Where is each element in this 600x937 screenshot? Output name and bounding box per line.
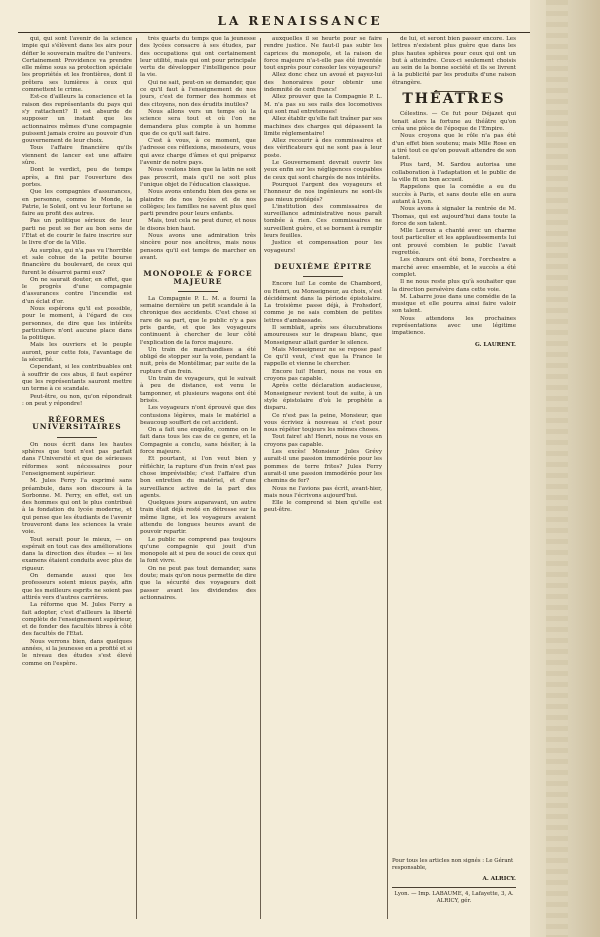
article-paragraph: Encore lui! Henri, nous ne vous en croyons pas capable. [264, 368, 382, 383]
article-paragraph: Nous ne l'avions pas écrit, avant-hier, mais nous l'écrivons aujourd'hui. [264, 485, 382, 499]
section-rule [178, 291, 218, 292]
column-divider [136, 38, 137, 919]
column-4 [392, 36, 516, 867]
article-paragraph: Nous espérons qu'il est possible, pour le moment, à l'égard de ces personnes, de dire que les intérêts particuliers n'ont aucune place dans la politique. [22, 305, 132, 342]
article-paragraph: Au surplus, qui n'a pas vu l'horrible et sale cohue de la petite bourse financière du boulevard, de ceux qui furent le désarroi parmi eux? [22, 247, 132, 276]
article-paragraph: Nous avons à signaler la rentrée de M. Thomas, qui est aujourd'hui dans toute la force de son talent. [392, 206, 516, 227]
article-paragraph: On a fait une enquête, comme on le fait dans tous les cas de ce genre, et la Compagnie a conclu, sans hésiter, à la force majeure. [140, 427, 256, 456]
article-paragraph: Tout serait pour le mieux, — on espérait en tout cas des améliorations dans la direction des études — si les examens étaient conduits avec plus de rigueur. [22, 536, 132, 572]
page-header [0, 0, 600, 40]
article-paragraph: Mais Monseigneur ne se repose pas! Ce qu'il veut, c'est que la France le rappelle et vienne le chercher. [264, 346, 382, 368]
section-title-monopole: MONOPOLE & FORCE MAJEURE [143, 269, 253, 286]
article-paragraph: Et pourtant, si l'on veut bien y réfléchir, la rupture d'un frein n'est pas chose imprévisible; c'est l'affaire d'un bon entretien du matériel, et d'une surveillance active de la part des agents. [140, 456, 256, 499]
article-paragraph: Rappelons que la comédie a eu du succès à Paris, et sans doute elle en aura autant à Lyon. [392, 184, 516, 205]
article-paragraph: Justice et compensation pour les voyageurs! [264, 240, 382, 254]
article-paragraph: Ce n'est pas la peine, Monsieur, que vous écriviez à nouveau si c'est pour nous répéter toujours les mêmes choses. [264, 412, 382, 434]
article-paragraph: Nous verrons bien, dans quelques années, si la jeunesse en a profité et si le niveau des études s'est élevé comme on l'espère. [22, 638, 132, 667]
section-rule [303, 276, 343, 277]
article-paragraph: M. Jules Ferry l'a exprimé sans préambule, dans son discours à la Sorbonne. M. Ferry, en effet, est un des hommes qui ont le plus contribué à la fondation du lycée moderne, et qui pense que les étudiants de l'avenir trouveront dans les sciences la vraie voie. [22, 478, 132, 536]
article-paragraph: Mais, tout cela ne peut durer, et nous le disons bien haut. [140, 218, 256, 232]
article-paragraph: Un train de marchandises a été obligé de stopper sur la voie, pendant la nuit, près de Montélimar, par suite de la rupture d'un frein. [140, 346, 256, 375]
footer-manager-name: A. ALRICY. [482, 876, 516, 882]
column-2-paragraphs [140, 36, 256, 262]
article-paragraph: Pas un politique sérieux de leur parti ne peut se fier au bon sens de l'Etat et de courir le faire inscrire sur le livre d'or de la Ville. [22, 218, 132, 247]
article-paragraph: Que les compagnies d'assurances, en personne, comme le Monde, la Patrie, le Soleil, ont vu leur fortune se faire au profit des autres. [22, 189, 132, 218]
article-paragraph: Après cette déclaration audacieuse, Monseigneur revient tout de suite, à un style épistolaire d'où le prophète a disparu. [264, 383, 382, 412]
article-paragraph: Est-ce d'ailleurs la conscience et la raison des représentants du pays qui s'y rattachent? Il est absurde de supposer un instant que les actionnaires mêmes d'une compagnie puissent jamais croire au pouvoir d'un gouvernement de leur choix. [22, 94, 132, 145]
article-paragraph: Dont le verdict, peu de temps après, a fini par l'ouverture des portes. [22, 167, 132, 188]
article-paragraph: qui, qui sont l'avenir de la science impie qui s'élèvent dans les airs pour défier le souverain maître de l'univers. Certainement Providence va prendre elle même sous sa protection spéciale les propriétés et les frontières, dont il prêtera ses lumières à ceux qui commettent le crime. [22, 36, 132, 94]
article-paragraph: Plus tard, M. Sardou autorisa une collaboration à l'adaptation et le public de la ville fit un bon accueil. [392, 162, 516, 184]
article-paragraph: Nous avons une admiration très sincère pour nos ancêtres, mais nous pensons qu'il est temps de marcher en avant. [140, 233, 256, 261]
article-paragraph: Le Gouvernement devrait ouvrir les yeux enfin sur les négligences coupables de ceux qui sont chargés de nos intérêts. [264, 160, 382, 181]
article-paragraph: Un train de voyageurs, qui le suivait à peu de distance, est venu le tamponner, et plusieurs wagons ont été brisés. [140, 376, 256, 404]
article-paragraph: Peut-être, ou non, qu'on répondrait : on peut y répondre! [22, 393, 132, 407]
article-paragraph: Les voyageurs n'ont éprouvé que des contusions légères, mais le matériel a beaucoup souffert de cet accident. [140, 405, 256, 426]
binding-spine [530, 0, 600, 937]
column-1-paragraphs [22, 36, 132, 408]
article-paragraph: Tous l'affaire financière qu'ils viennent de lancer est une affaire sûre. [22, 145, 132, 167]
column-2 [140, 36, 256, 921]
article-paragraph: Quelques jours auparavant, un autre train était déjà resté en détresse sur la même ligne, et les voyageurs avaient attendu de longues heures avant de pouvoir repartir. [140, 500, 256, 536]
article-paragraph: Pourquoi l'argent des voyageurs et l'honneur de nos ingénieurs ne sont-ils pas mieux protégés? [264, 181, 382, 203]
column-1-section-paragraphs [22, 442, 132, 668]
section-title-reformes: RÉFORMES UNIVERSITAIRES [32, 415, 122, 432]
column-4-paragraphs [392, 36, 516, 87]
article-paragraph: Qui ne sait, peut-on se demander, que ce qu'il faut à l'enseignement de nos jours, c'est de former des hommes et des citoyens, non des érudits inutiles? [140, 79, 256, 108]
article-paragraph: Il ne nous reste plus qu'à souhaiter que la direction persévère dans cette voie. [392, 279, 516, 293]
column-3-paragraphs [264, 36, 382, 255]
section-title-theatres: THÉATRES [402, 91, 506, 108]
article-paragraph: auxquelles il se heurte pour se faire rendre justice. Ne faut-il pas subir les caprices du monopole, et la raison de force majeure n'a-t-elle pas été inventée tout exprès pour consoler les voyageurs? [264, 36, 382, 72]
article-paragraph: Célestins. — Ce fut pour Déjazet qui tenait alors la fortune au théâtre qu'on créa une pièce de l'époque de l'Empire. [392, 111, 516, 132]
article-paragraph: Mlle Leroux a chanté avec un charme tout particulier et les applaudissements lui ont prouvé combien le public l'avait regrettée. [392, 228, 516, 257]
article-paragraph: Encore lui! Le comte de Chambord, ou Henri, ou Monseigneur, au choix, s'est décidément dans la période épistolaire. La troisième passe déjà, à Frohsdorf, comme je ne sais combien de petites lettres d'ambassade. [264, 281, 382, 324]
article-paragraph: Elle le comprend si bien qu'elle est peut-être. [264, 500, 382, 514]
article-paragraph: C'est à vous, à ce moment, que j'adresse ces réflexions, messieurs, vous qui avez charge d'âmes et qui préparez l'avenir de notre pays. [140, 138, 256, 167]
printer-line: Lyon. — Imp. LABAUME, 4, Lafayette, 3, A. ALRICY, gér. [392, 887, 516, 905]
article-paragraph: Nous croyons que le rôle n'a pas été d'un effet bien soutenu; mais Mlle Rose en a tiré tout ce qu'on pouvait attendre de son talent. [392, 133, 516, 162]
column-divider [387, 38, 388, 919]
article-paragraph: Les chœurs ont été bons, l'orchestre a marché avec ensemble, et le succès a été complet. [392, 257, 516, 278]
footer-note: Pour tous les articles non signés : Le Gérant responsable, [392, 858, 514, 871]
column-1 [22, 36, 132, 921]
article-paragraph: On ne saurait douter, en effet, que le progrès d'une compagnie d'assurances contre l'incendie est d'un éclat d'or. [22, 276, 132, 305]
article-paragraph: de lui, et seront bien passer encore. Les lettres n'existent plus guère que dans les plus hautes sphères pour ceux qui ont un but à atteindre. Ceux-ci seulement choisis au sein de la bonne société et ils se livrent à la publicité par les produits d'une raison étrangère. [392, 36, 516, 86]
column-3-section-paragraphs [264, 281, 382, 515]
article-paragraph: L'institution des commissaires de surveillance administrative nous paraît tombée à rien. Ces commissaires ne surveillent guère, et se bornent à remplir leurs feuilles. [264, 203, 382, 240]
article-paragraph: Nous attendons les prochaines représentations avec une légitime impatience. [392, 315, 516, 337]
article-paragraph: Le public ne comprend pas toujours qu'une compagnie qui jouit d'un monopole ait si peu de souci de ceux qui la font vivre. [140, 536, 256, 565]
article-paragraph: M. Labarre joue dans une comédie de la musique et elle pourra ainsi faire valoir son talent. [392, 293, 516, 315]
article-paragraph: Mais les ouvriers et le peuple auront, pour cette fois, l'avantage de la sécurité. [22, 342, 132, 364]
article-paragraph: La Compagnie P. L. M. a fourni la semaine dernière un petit scandale à la chronique des accidents. C'est chose si rare de sa part, que le public n'y a pas pris garde, et que les voyageurs continuent à chercher de leur côté l'explication de la force majeure. [140, 295, 256, 346]
column-divider [260, 38, 261, 919]
binding-strip [546, 0, 568, 937]
article-paragraph: Nous avons entendu bien des gens se plaindre de nos lycées et de nos collèges; les familles ne savent plus quel parti prendre pour leurs enfants. [140, 189, 256, 218]
article-paragraph: On demande aussi que les professeurs soient mieux payés, afin que les meilleurs esprits ne soient pas attirés vers d'autres carrières. [22, 573, 132, 601]
section-title-deuxieme-epitre: DEUXIÈME ÉPITRE [274, 261, 372, 271]
article-paragraph: Nous voulons bien que la latin ne soit pas proscrit, mais qu'il ne soit plus l'unique objet de l'éducation classique. [140, 167, 256, 188]
article-paragraph: La réforme que M. Jules Ferry a fait adopter, c'est d'ailleurs la liberté complète de l'enseignement supérieur, et de fonder des facultés libres à côté des facultés de l'Etat. [22, 602, 132, 638]
article-paragraph: Tout faire! ah! Henri, nous ne vous en croyons pas capable. [264, 434, 382, 448]
column-3 [264, 36, 382, 921]
column-4-theatres-paragraphs [392, 111, 516, 337]
author-signature: G. LAURENT. [474, 341, 516, 348]
article-paragraph: Cependant, si les contribuables ont à souffrir de ces abus, il faut espérer que les représentants sauront mettre un terme à ce scandale. [22, 364, 132, 393]
article-paragraph: très quarts du temps que la jeunesse des lycées consacre à ses études, par des occupations qui ont certainement leur utilité, mais qui ont pour principale vertu de développer l'intelligence pour la vie. [140, 36, 256, 79]
article-paragraph: Allez prouver que la Compagnie P. L. M. n'a pas su ses rails des locomotives qui sont mal entretenues! [264, 94, 382, 115]
article-paragraph: Nous allons vers un temps où la science sera tout et où l'on ne demandera plus compte à un homme que de ce qu'il sait faire. [140, 108, 256, 137]
masthead-title: LA RENAISSANCE [217, 14, 383, 28]
article-paragraph: On nous écrit dans les hautes sphères que tout n'est pas parfait dans l'Université et que de sérieuses réformes sont nécessaires pour l'enseignement supérieur. [22, 441, 132, 477]
article-paragraph: On ne peut pas tout demander, sans doute; mais qu'on nous permette de dire que la sécurité des voyageurs doit passer avant les dividendes des actionnaires. [140, 565, 256, 601]
article-paragraph: Il semblait, après ses élucubrations amoureuses sur le drapeau blanc, que Monseigneur allait garder le silence. [264, 324, 382, 346]
article-paragraph: Allez donc chez un avoué et payez-lui des honoraires pour obtenir une indemnité de cent francs! [264, 72, 382, 94]
article-paragraph: Allez établir qu'elle fait traîner par ses machines des charges qui dépassent la limite réglementaire! [264, 116, 382, 137]
article-paragraph: Allez recourir à des commissaires et des vérificateurs qui ne sont pas à leur poste. [264, 138, 382, 159]
article-paragraph: Les excès! Monsieur Jules Grévy aurait-il une passion immodérée pour les pommes de terre frites? Jules Ferry aurait-il une passion immodérée pour les chemins de fer? [264, 449, 382, 485]
header-rule [18, 32, 582, 33]
section-rule [57, 437, 97, 438]
column-2-section-paragraphs [140, 296, 256, 602]
page-footer [392, 858, 516, 905]
